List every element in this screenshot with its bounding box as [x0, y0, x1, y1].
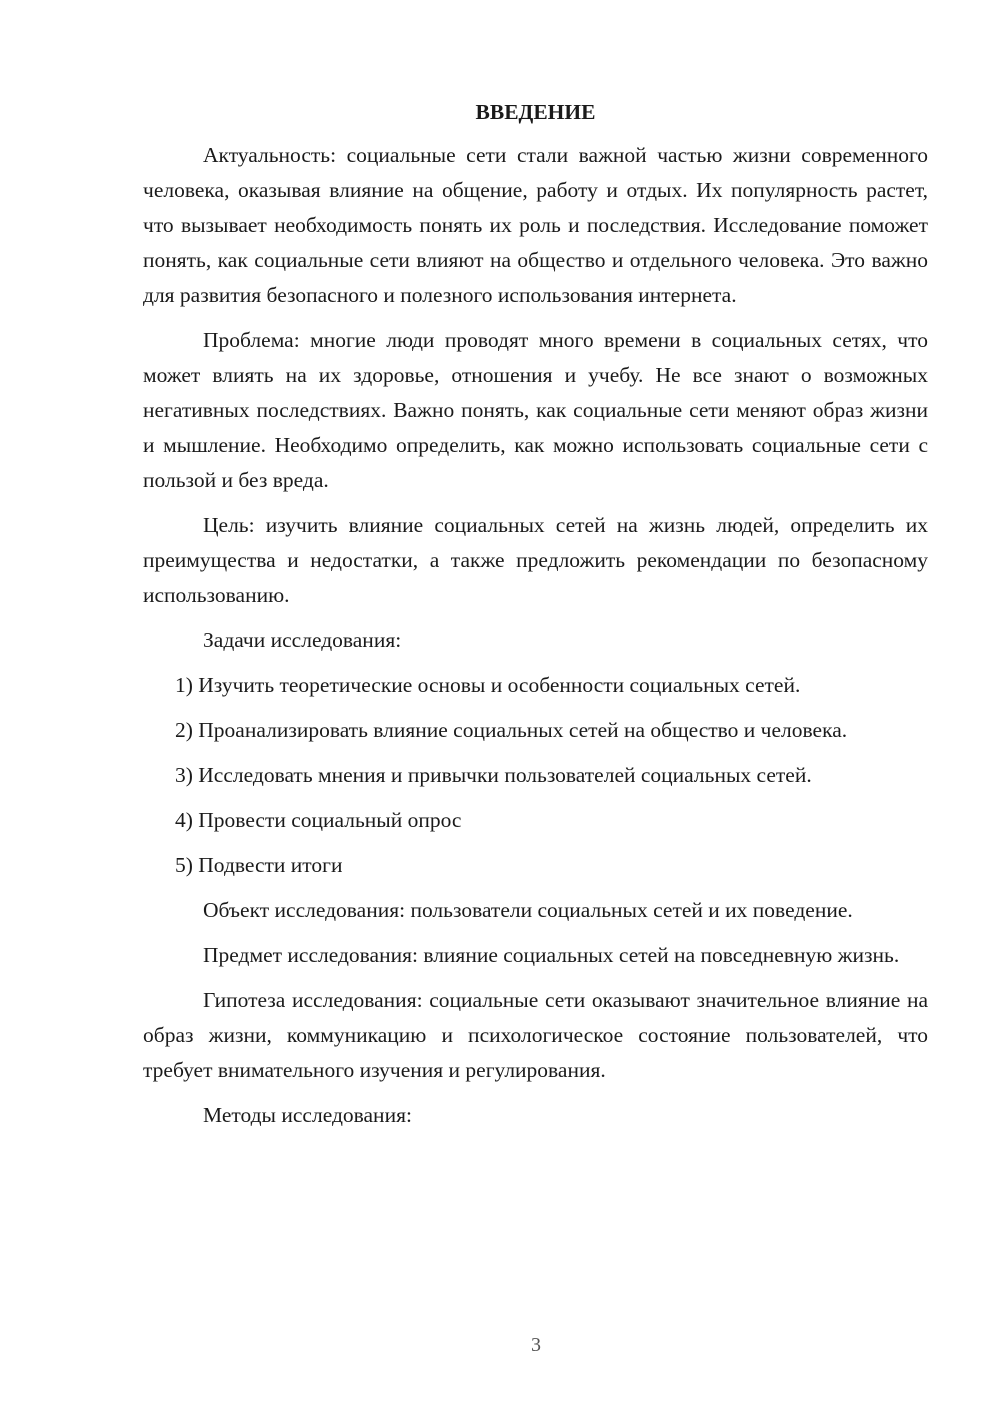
page-title: ВВЕДЕНИЕ	[475, 100, 596, 124]
page-number: 3	[531, 1334, 541, 1356]
methods-heading: Методы исследования:	[203, 1103, 412, 1127]
task-item-3: 3) Исследовать мнения и привычки пользователей социальных сетей.	[175, 763, 812, 787]
task-item-2: 2) Проанализировать влияние социальных сетей на общество и человека.	[175, 718, 848, 742]
paragraph-hypothesis: Гипотеза исследования: социальные сети оказывают значительное влияние на образ жизни, коммуникацию и психологическое состояние пользователей, что требует внимательного изучения и регулирования.	[143, 988, 928, 1082]
paragraph-relevance: Актуальность: социальные сети стали важной частью жизни современного человека, оказывая влияние на общение, работу и отдых. Их популярность растет, что вызывает необходимость понять их роль и последствия. Исследование поможет понять, как социальные сети влияют на общество и отдельного человека. Это важно для развития безопасного и полезного использования интернета.	[143, 143, 928, 307]
paragraph-goal: Цель: изучить влияние социальных сетей на жизнь людей, определить их преимущества и недостатки, а также предложить рекомендации по безопасному использованию.	[143, 513, 928, 607]
task-item-4: 4) Провести социальный опрос	[175, 808, 462, 832]
paragraph-problem: Проблема: многие люди проводят много времени в социальных сетях, что может влиять на их здоровье, отношения и учебу. Не все знают о возможных негативных последствиях. Важно понять, как социальные сети меняют образ жизни и мышление. Необходимо определить, как можно использовать социальные сети с пользой и без вреда.	[143, 328, 928, 492]
page-content	[143, 96, 928, 1143]
task-item-1: 1) Изучить теоретические основы и особенности социальных сетей.	[175, 673, 801, 697]
task-item-5: 5) Подвести итоги	[175, 853, 343, 877]
paragraph-subject: Предмет исследования: влияние социальных сетей на повседневную жизнь.	[203, 943, 900, 967]
paragraph-object: Объект исследования: пользователи социальных сетей и их поведение.	[203, 898, 853, 922]
tasks-heading: Задачи исследования:	[203, 628, 402, 652]
